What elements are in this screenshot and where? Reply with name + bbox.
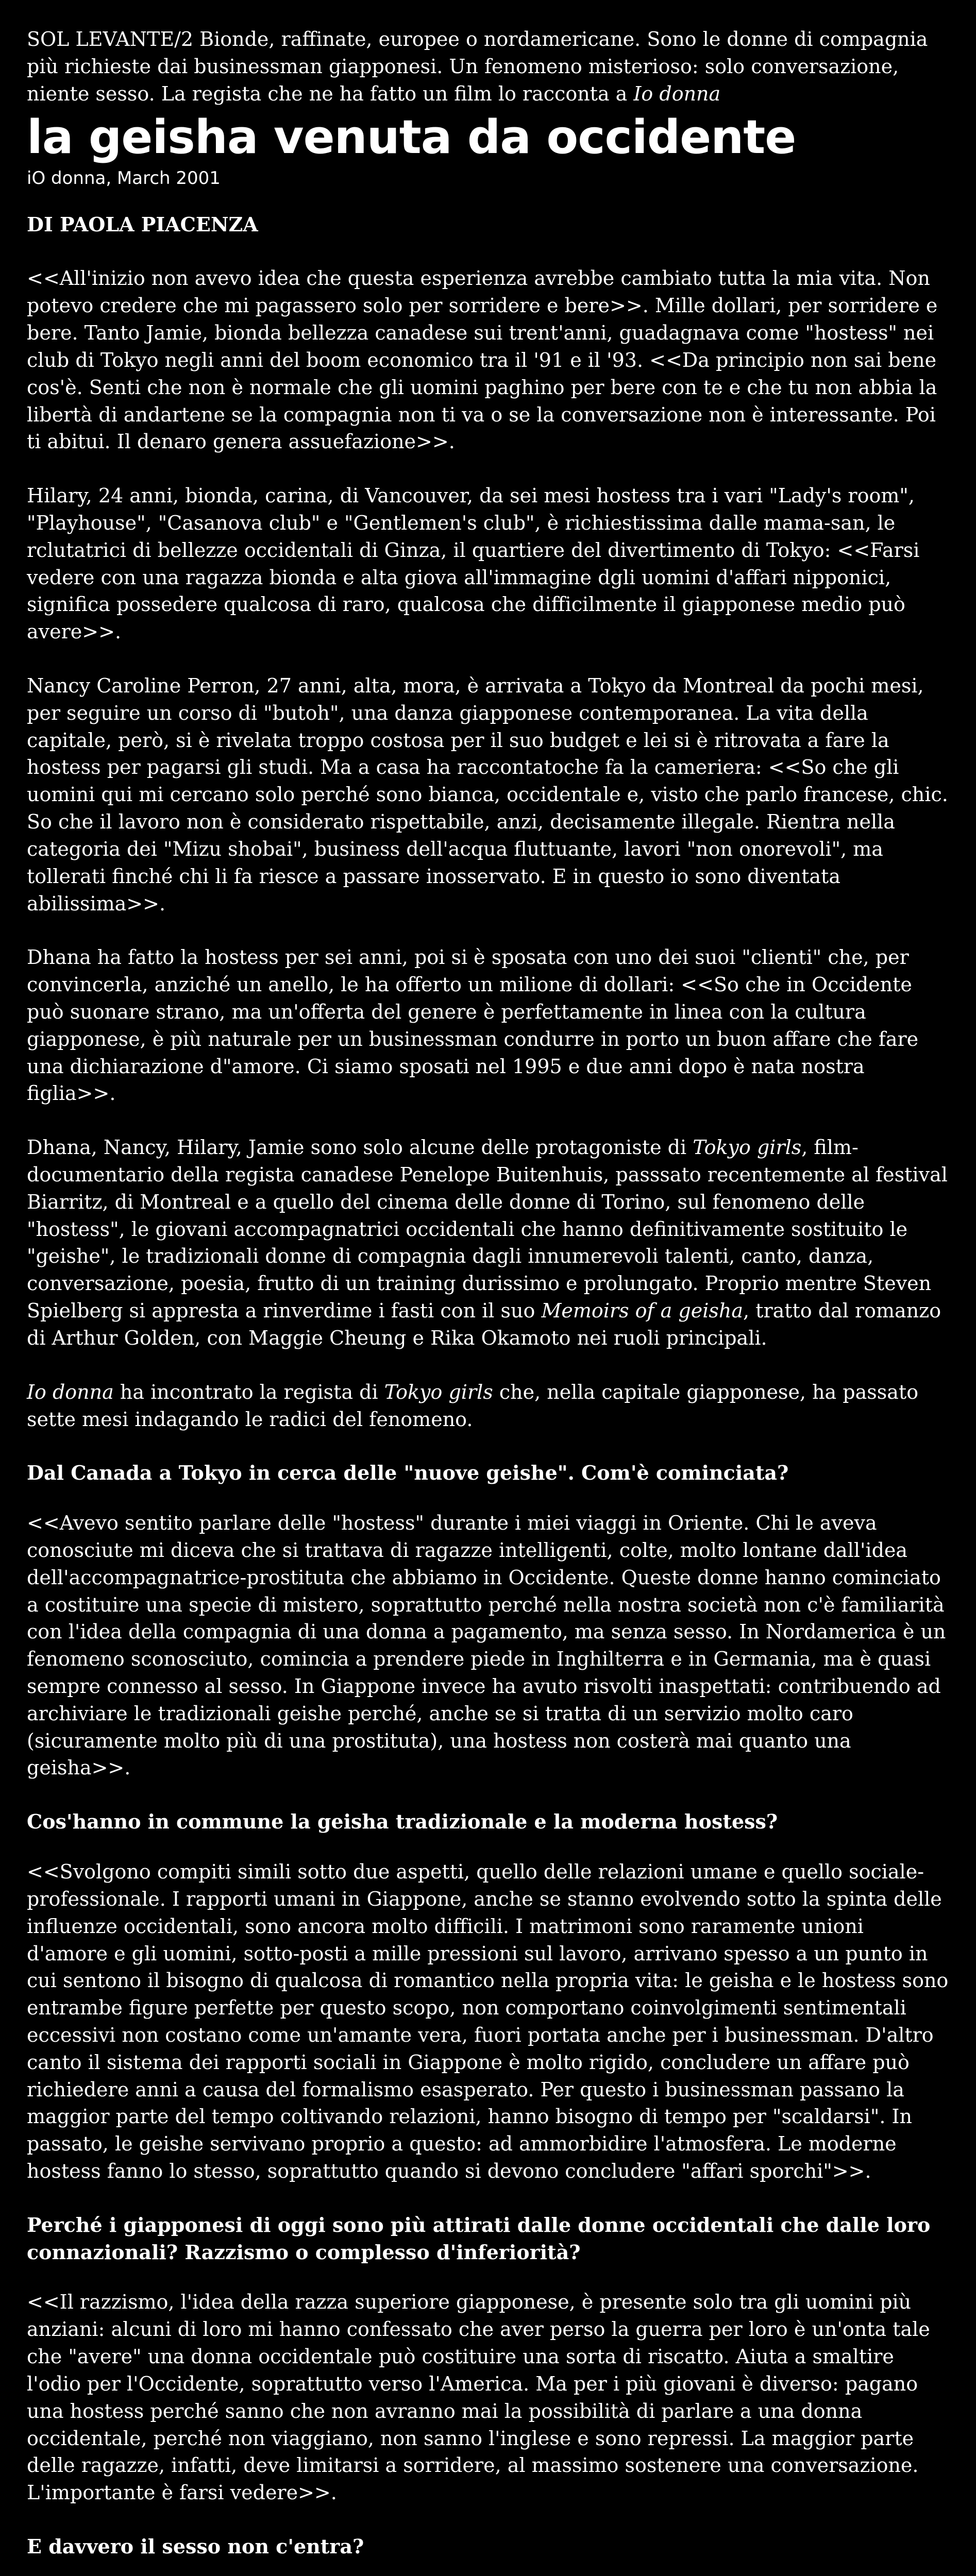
interview-intro-text-1: ha incontrato la regista di: [113, 1380, 384, 1403]
article-headline: la geisha venuta da occidente: [27, 110, 796, 165]
film-text-3: , tratto dal romanzo di Arthur Golden, con Maggie Cheung e Rika Okamoto nei ruoli principali.: [27, 1299, 941, 1349]
film-text-1: Dhana, Nancy, Hilary, Jamie sono solo alcune delle protagoniste di: [27, 1136, 693, 1159]
answer-2: <<Svolgono compiti simili sotto due aspetti, quello delle relazioni umane e quello sociale-professionale. I rapporti umani in Giappone, anche se stanno evolvendo sotto la spinta delle influenze occidentali, sono ancora molto difficili. I matrimoni sono raramente unioni d'amore e gli uomini, sotto-posti a mille pressioni sul lavoro, arrivano spesso a un punto in cui sentono il bisogno di qualcosa di romantico nella propria vita: le geisha e le hostess sono entrambe figure perfette per questo scopo, non comportano coinvolgimenti sentimentali eccessivi non costano come un'amante vera, fuori portata anche per i businessman. D'altro canto il sistema dei rapporti sociali in Giappone è molto rigido, concludere un affare può richiedere anni a causa del formalismo esasperato. Per questo i businessman passano la maggior parte del tempo coltivando relazioni, hanno bisogno di tempo per "scaldarsi". In passato, le geishe servivano proprio a questo: ad ammorbidire l'atmosfera. Le moderne hostess fanno lo stesso, soprattutto quando si devono concludere "affari sporchi">>.: [27, 1860, 949, 2182]
question-2: Cos'hanno in commune la geisha tradizionale e la moderna hostess?: [27, 1810, 778, 1834]
interview-intro-text-2: che, nella capitale giapponese, ha passato sette mesi indagando le radici del fenomeno.: [27, 1380, 919, 1431]
paragraph-nancy: Nancy Caroline Perron, 27 anni, alta, mora, è arrivata a Tokyo da Montreal da pochi mesi, per seguire un corso di "butoh", una danza giapponese contemporanea. La vita della capitale, però, si è rivelata troppo costosa per il suo budget e lei si è ritrovata a fare la hostess per pagarsi gli studi. Ma a casa ha raccontatoche fa la cameriera: <<So che gli uomini qui mi cercano solo perché sono bianca, occidentale e, visto che parlo francese, chic. So che il lavoro non è considerato rispettabile, anzi, decisamente illegale. Rientra nella categoria dei "Mizu shobai", business dell'acqua fluttuante, lavori "non onorevoli", ma tollerati finché chi li fa riesce a passare inosservato. E in questo io sono diventata abilissima>>.: [27, 674, 948, 915]
paragraph-jamie: <<All'inizio non avevo idea che questa esperienza avrebbe cambiato tutta la mia vita. Non potevo credere che mi pagassero solo per sorridere e bere>>. Mille dollari, per sorridere e bere. Tanto Jamie, bionda bellezza canadese sui trent'anni, guadagnava come "hostess" nei club di Tokyo negli anni del boom economico tra il '91 e il '93. <<Da principio non sai bene cos'è. Senti che non è normale che gli uomini paghino per bere con te e che tu non abbia la libertà di andartene se la compagnia non ti va o se la conversazione non è interessante. Poi ti abitui. Il denaro genera assuefazione>>.: [27, 267, 938, 453]
film-title-repeat: Tokyo girls: [384, 1380, 493, 1403]
question-4: E davvero il sesso non c'entra?: [27, 2534, 364, 2558]
article-body: [27, 211, 949, 2576]
film-text-2: , film-documentario della regista canadese Penelope Buitenhuis, passsato recentemente al festival Biarritz, di Montreal e a quello del cinema delle donne di Torino, sul fenomeno delle "hostess", le giovani accompagnatrici occidentali che hanno definitivamente sostituito le "geishe", le tradizionali donne di compagnia dagli innumerevoli talenti, canto, danza, conversazione, poesia, frutto di un training durissimo e prolungato. Proprio mentre Steven Spielberg si appresta a rinverdime i fasti con il suo: [27, 1136, 948, 1323]
memoirs-title: Memoirs of a geisha: [541, 1299, 744, 1323]
paragraph-interview-intro: [27, 1379, 949, 1433]
answer-1: <<Avevo sentito parlare delle "hostess" durante i miei viaggi in Oriente. Chi le aveva conosciute mi diceva che si trattava di ragazze intelligenti, colte, molto lontane dall'idea dell'accompagnatrice-prostituta che abbiamo in Occidente. Queste donne hanno cominciato a costituire una specie di mistero, soprattutto perché nella nostra società non c'è familiarità con l'idea della compagnia di una donna a pagamento, ma senza sesso. In Nordamerica è un fenomeno sconosciuto, comincia a prendere piede in Inghilterra e in Germania, ma è quasi sempre connesso al sesso. In Giappone invece ha avuto risvolti inaspettati: contribuendo ad archiviare le tradizionali geishe perché, anche se si tratta di un servizio molto caro (sicuramente molto più di una prostituta), una hostess non costerà mai quanto una geisha>>.: [27, 1512, 946, 1780]
film-title: Tokyo girls: [693, 1136, 802, 1159]
article-source: iO donna, March 2001: [27, 167, 221, 189]
paragraph-hilary: Hilary, 24 anni, bionda, carina, di Vancouver, da sei mesi hostess tra i vari "Lady's room", "Playhouse", "Casanova club" e "Gentlemen's club", è richiestissima dalle mama-san, le rclutatrici di bellezze occidentali di Ginza, il quartiere del divertimento di Tokyo: <<Farsi vedere con una ragazza bionda e alta giova all'immagine dgli uomini d'affari nipponici, significa possedere qualcosa di raro, qualcosa che difficilmente il giapponese medio può avere>>.: [27, 484, 920, 643]
question-1: Dal Canada a Tokyo in cerca delle "nuove geishe". Com'è cominciata?: [27, 1461, 789, 1485]
intro-text: SOL LEVANTE/2 Bionde, raffinate, europee o nordamericane. Sono le donne di compagnia più richieste dai businessman giapponesi. Un fenomeno misterioso: solo conversazione, niente sesso. La regista che ne ha fatto un film lo racconta a: [27, 28, 928, 105]
paragraph-film: [27, 1134, 949, 1352]
question-3: Perché i giapponesi di oggi sono più attirati dalle donne occidentali che dalle loro connazionali? Razzismo o complesso d'inferiorità?: [27, 2213, 931, 2264]
byline: DI PAOLA PIACENZA: [27, 212, 258, 236]
intro-magazine-name: Io donna: [633, 82, 721, 105]
magazine-name: Io donna: [27, 1380, 114, 1403]
paragraph-dhana: Dhana ha fatto la hostess per sei anni, poi si è sposata con uno dei suoi "clienti" che, per convincerla, anziché un anello, le ha offerto un milione di dollari: <<So che in Occidente può suonare strano, ma un'offerta del genere è perfettamente in linea con la cultura giapponese, è più naturale per un businessman condurre in porto un buon affare che fare una dichiarazione d"amore. Ci siamo sposati nel 1995 e due anni dopo è nata nostra figlia>>.: [27, 946, 919, 1105]
answer-3: <<Il razzismo, l'idea della razza superiore giapponese, è presente solo tra gli uomini più anziani: alcuni di loro mi hanno confessato che aver perso la guerra per loro è un'onta tale che "avere" una donna occidentale può costituire una sorta di riscatto. Aiuta a smaltire l'odio per l'Occidente, soprattutto verso l'America. Ma per i più giovani è diverso: pagano una hostess perché sanno che non avranno mai la possibilità di parlare a una donna occidentale, perché non viaggiano, non sanno l'inglese e sono repressi. La maggior parte delle ragazze, infatti, deve limitarsi a sorridere, al massimo sostenere una conversazione. L'importante è farsi vedere>>.: [27, 2291, 930, 2504]
article-intro: [27, 26, 949, 107]
